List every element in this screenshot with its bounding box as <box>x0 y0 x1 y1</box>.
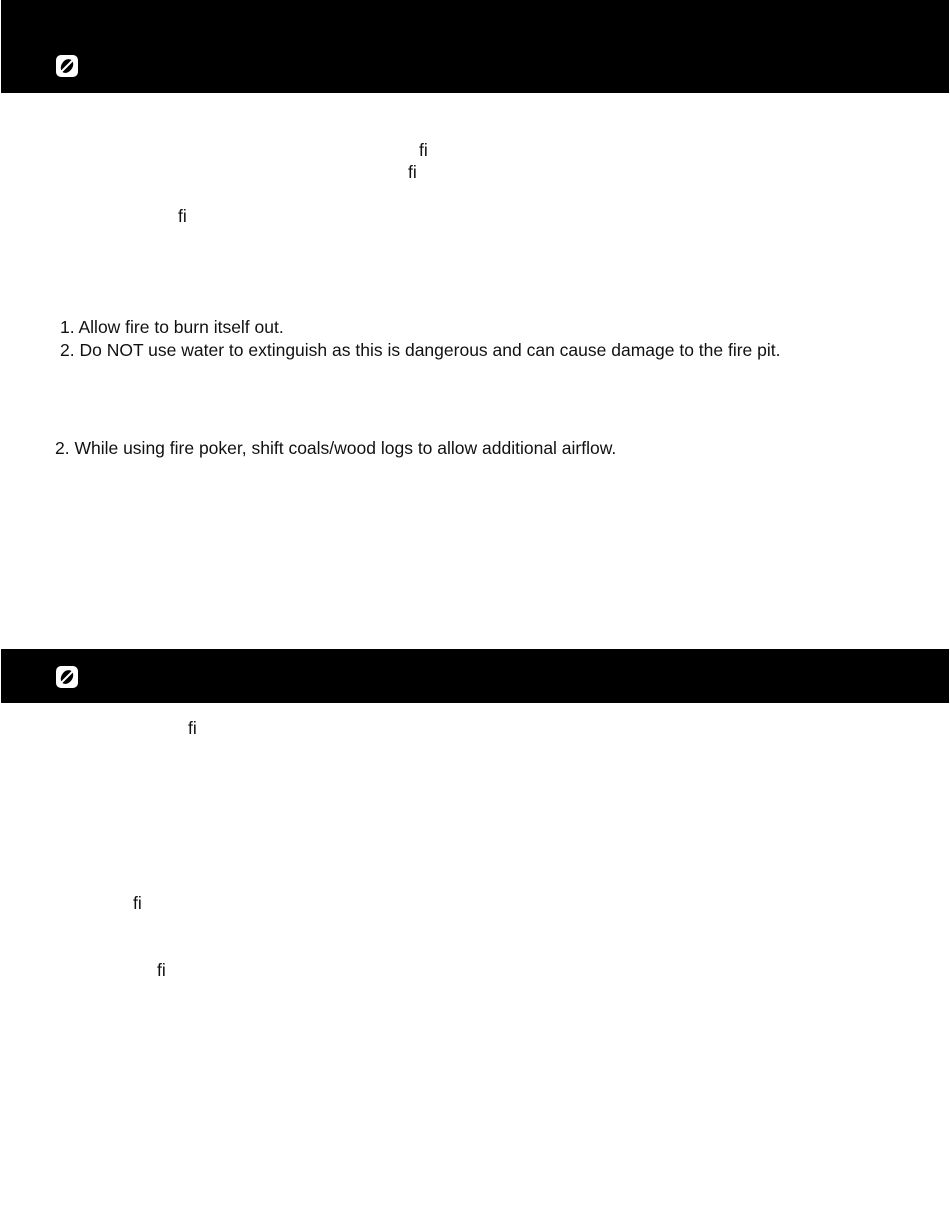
leaf-logo-icon <box>56 55 78 77</box>
text-fragment: fi <box>133 893 142 913</box>
extinguish-step-2: 2. Do NOT use water to extinguish as this is dangerous and can cause damage to the fire pit. <box>60 340 781 360</box>
section-band <box>1 649 949 703</box>
text-fragment: fi <box>419 140 428 160</box>
text-fragment: fi <box>178 206 187 226</box>
text-fragment: fi <box>188 718 197 738</box>
extinguish-step-1: 1. Allow fire to burn itself out. <box>60 317 284 337</box>
leaf-logo-icon <box>56 666 78 688</box>
airflow-step: 2. While using fire poker, shift coals/wood logs to allow additional airflow. <box>55 438 617 458</box>
text-fragment: fi <box>408 162 417 182</box>
text-fragment: fi <box>157 960 166 980</box>
header-band <box>1 0 949 93</box>
